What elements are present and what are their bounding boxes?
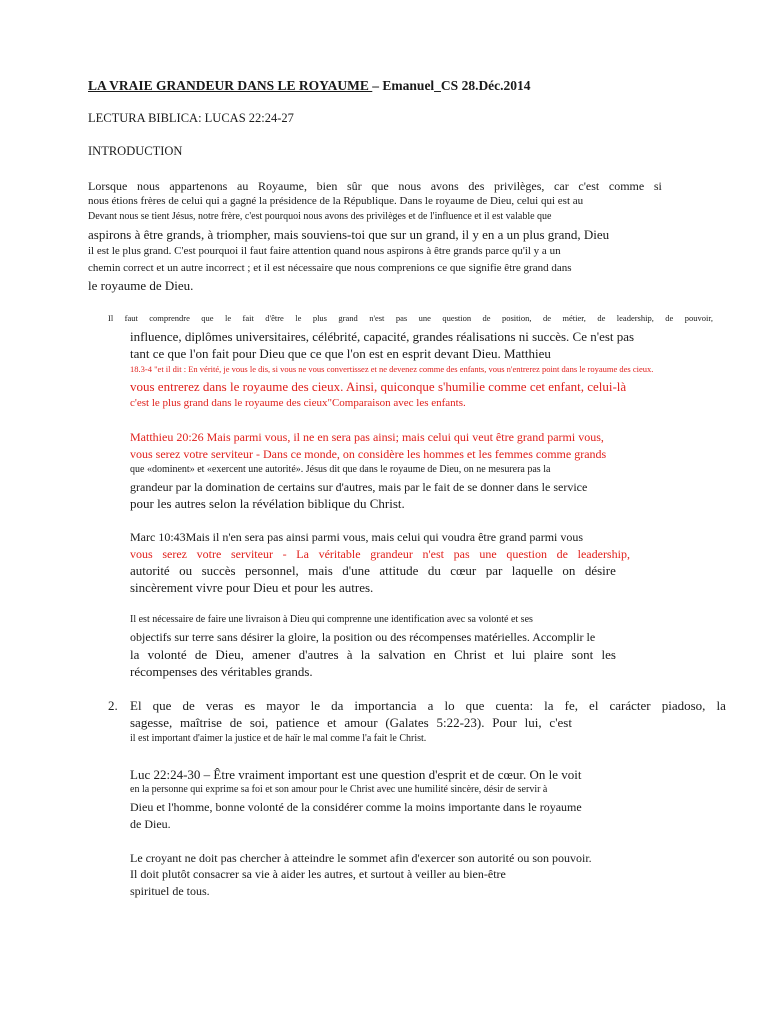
- word: on: [562, 563, 576, 578]
- word: pouvoir,: [684, 313, 713, 323]
- luke-line-2: en la personne qui exprime sa foi et son amour pour le Christ avec une humilité sincère, désir de servir à: [130, 784, 548, 795]
- word: la: [544, 698, 554, 713]
- word: d'être: [265, 313, 284, 323]
- item1-red-line-3: c'est le plus grand dans le royaume des cieux"Comparaison avec les enfants.: [130, 397, 466, 409]
- luke-line-1: Luc 22:24-30 – Être vraiment important est une question d'esprit et de cœur. On le voit: [130, 767, 582, 782]
- word: ou: [179, 563, 193, 578]
- title-author-date: – Emanuel_CS 28.Déc.2014: [372, 78, 531, 93]
- bible-reading-heading: LECTURA BIBLICA: LUCAS 22:24-27: [88, 111, 294, 125]
- word: de: [597, 313, 606, 323]
- word: c'est: [549, 715, 572, 730]
- believer-line-2: Il doit plutôt consacrer sa vie à aider les autres, et surtout à veiller au bien-être: [130, 867, 506, 881]
- word: le: [295, 313, 302, 323]
- word: une: [418, 313, 431, 323]
- word: lui: [511, 647, 526, 662]
- title-main: LA VRAIE GRANDEUR DANS LE ROYAUME: [88, 78, 373, 93]
- word: 5:22-23).: [436, 715, 485, 730]
- believer-line-1: Le croyant ne doit pas chercher à atteindre le sommet afin d'exercer son autorité ou son pouvoir.: [130, 851, 592, 865]
- item2-line-2: [130, 715, 572, 731]
- word: c'est: [578, 179, 600, 193]
- word: les: [601, 647, 616, 662]
- word: carácter: [609, 698, 651, 713]
- word: une: [479, 547, 497, 561]
- word: importancia: [354, 698, 417, 713]
- word: laquelle: [511, 563, 553, 578]
- word: mayor: [266, 698, 300, 713]
- word: nous: [398, 179, 422, 193]
- intro-line-1: [88, 179, 662, 194]
- word: des: [468, 179, 485, 193]
- word: Dieu,: [215, 647, 244, 662]
- surrender-line-1: Il est nécessaire de faire une livraison à Dieu qui comprenne une identification avec sa volonté et ses: [130, 614, 533, 625]
- word: mais: [308, 563, 333, 578]
- word: nous: [137, 179, 160, 193]
- word: de: [229, 715, 243, 730]
- word: que: [152, 698, 172, 713]
- word: amour: [344, 715, 378, 730]
- word: grandeur: [370, 547, 413, 561]
- word: es: [244, 698, 256, 713]
- item2-line-3: il est important d'aimer la justice et de haïr le mal comme l'a fait le Christ.: [130, 733, 427, 744]
- word: la: [716, 698, 726, 713]
- word: pas: [395, 313, 408, 323]
- item2-number: 2.: [108, 698, 118, 713]
- luke-line-4: de Dieu.: [130, 817, 171, 831]
- believer-line-3: spirituel de tous.: [130, 884, 210, 898]
- word: el: [589, 698, 599, 713]
- word: de: [194, 647, 208, 662]
- word: d'une: [342, 563, 370, 578]
- word: le: [310, 698, 320, 713]
- word: avons: [430, 179, 459, 193]
- word: position,: [502, 313, 532, 323]
- word: volonté: [147, 647, 187, 662]
- word: pas: [453, 547, 470, 561]
- word: si: [653, 179, 662, 193]
- word: leadership,: [616, 313, 654, 323]
- word: et: [327, 715, 337, 730]
- word: autorité: [130, 563, 170, 578]
- item1-line-3: tant ce que l'on fait pour Dieu que ce que l'on est en esprit devant Dieu. Matthieu: [130, 346, 551, 361]
- matthew-line-5: pour les autres selon la révélation biblique du Christ.: [130, 496, 405, 511]
- intro-line-6: chemin correct et un autre incorrect ; et il est nécessaire que nous comprenions ce que signifie être grand dans: [88, 262, 572, 274]
- word: de: [542, 313, 551, 323]
- word: cuenta:: [495, 698, 534, 713]
- word: d'autres: [298, 647, 339, 662]
- word: cœur: [450, 563, 477, 578]
- word: fait: [242, 313, 254, 323]
- word: désire: [584, 563, 616, 578]
- word: plaire: [533, 647, 564, 662]
- word: Pour: [492, 715, 517, 730]
- word: que: [201, 313, 214, 323]
- word: le: [224, 313, 232, 323]
- word: la: [130, 647, 140, 662]
- word: à: [346, 647, 353, 662]
- word: véritable: [318, 547, 361, 561]
- word: votre: [196, 547, 222, 561]
- word: patience: [276, 715, 320, 730]
- mark-red-line-2: [130, 547, 630, 562]
- word: de: [482, 313, 491, 323]
- surrender-line-3: [130, 647, 616, 663]
- word: piadoso,: [661, 698, 706, 713]
- word: Il: [108, 313, 114, 323]
- word: (Galates: [385, 715, 429, 730]
- word: vous: [130, 547, 153, 561]
- word: a: [427, 698, 434, 713]
- item2-line-1: [130, 698, 726, 714]
- word: métier,: [562, 313, 586, 323]
- word: n'est: [422, 547, 445, 561]
- word: Lorsque: [88, 179, 128, 193]
- mark-line-4: sincèrement vivre pour Dieu et pour les autres.: [130, 580, 374, 595]
- intro-line-4: aspirons à être grands, à triompher, mais souviens-toi que sur un grand, il y en a un plus grand, Dieu: [88, 227, 610, 242]
- word: au: [237, 179, 249, 193]
- word: et: [494, 647, 504, 662]
- document-title: [88, 78, 531, 94]
- word: personnel,: [245, 563, 299, 578]
- word: la: [360, 647, 371, 662]
- word: car: [554, 179, 569, 193]
- word: El: [130, 698, 142, 713]
- word: fe,: [564, 698, 578, 713]
- introduction-heading: INTRODUCTION: [88, 144, 183, 158]
- word: leadership,: [577, 547, 630, 561]
- word: sagesse,: [130, 715, 173, 730]
- word: plus: [312, 313, 327, 323]
- matthew-line-3: que «dominent» et «exercent une autorité». Jésus dit que dans le royaume de Dieu, on ne mesurera pas la: [130, 464, 551, 475]
- matthew-red-line-1: Matthieu 20:26 Mais parmi vous, il ne en sera pas ainsi; mais celui qui veut être grand parmi vous,: [130, 430, 604, 444]
- word: par: [485, 563, 503, 578]
- word: comprendre: [149, 313, 190, 323]
- word: de: [556, 547, 568, 561]
- word: serviteur: [230, 547, 273, 561]
- word: salvation: [378, 647, 426, 662]
- intro-line-3: Devant nous se tient Jésus, notre frère, c'est pourquoi nous avons des privilèges et de l'influence et il est valable que: [88, 211, 552, 222]
- word: soi,: [249, 715, 269, 730]
- item1-line-2: influence, diplômes universitaires, célébrité, capacité, grandes réalisations ni succès. Ce n'est pas: [130, 329, 635, 344]
- word: de: [182, 698, 195, 713]
- intro-line-7: le royaume de Dieu.: [88, 278, 194, 293]
- intro-line-2: nous étions frères de celui qui a gagné la présidence de la République. Dans le royaume de Dieu, celui qui est au: [88, 195, 584, 207]
- word: da: [331, 698, 344, 713]
- word: de: [665, 313, 674, 323]
- word: lui,: [524, 715, 542, 730]
- word: que: [465, 698, 485, 713]
- word: en: [433, 647, 446, 662]
- word: question: [442, 313, 472, 323]
- word: privilèges,: [494, 179, 545, 193]
- luke-line-3: Dieu et l'homme, bonne volonté de la considérer comme la moins importante dans le royaume: [130, 800, 582, 814]
- word: serez: [162, 547, 187, 561]
- matthew-red-line-2: vous serez votre serviteur - Dans ce monde, on considère les hommes et les femmes comme grands: [130, 447, 607, 461]
- word: grand: [338, 313, 358, 323]
- word: lo: [444, 698, 455, 713]
- word: faut: [124, 313, 138, 323]
- item1-red-line-2: vous entrerez dans le royaume des cieux. Ainsi, quiconque s'humilie comme cet enfant, celui-là: [130, 379, 627, 394]
- word: attitude: [379, 563, 419, 578]
- word: sont: [571, 647, 594, 662]
- mark-line-1: Marc 10:43Mais il n'en sera pas ainsi parmi vous, mais celui qui voudra être grand parmi vous: [130, 530, 584, 544]
- word: bien: [316, 179, 338, 193]
- word: succès: [201, 563, 236, 578]
- word: que: [371, 179, 389, 193]
- word: appartenons: [169, 179, 228, 193]
- word: maîtrise: [180, 715, 222, 730]
- word: Royaume,: [258, 179, 307, 193]
- word: -: [282, 547, 287, 561]
- word: Christ: [454, 647, 486, 662]
- matthew-line-4: grandeur par la domination de certains sur d'autres, mais par le fait de se donner dans le service: [130, 480, 588, 494]
- word: question: [506, 547, 547, 561]
- mark-line-3: [130, 563, 616, 579]
- surrender-line-4: récompenses des véritables grands.: [130, 664, 313, 679]
- word: sûr: [347, 179, 362, 193]
- word: comme: [608, 179, 645, 193]
- word: amener: [252, 647, 291, 662]
- item1-line-1: [108, 313, 713, 323]
- word: du: [427, 563, 441, 578]
- word: veras: [205, 698, 234, 713]
- surrender-line-2: objectifs sur terre sans désirer la gloire, la position ou des récompenses matérielles. Accomplir le: [130, 630, 596, 644]
- word: La: [296, 547, 309, 561]
- item1-red-line-1: 18.3-4 "et il dit : En vérité, je vous le dis, si vous ne vous convertissez et ne devenez comme des enfants, vous n'entrerez point dans le royaume des cieux.: [130, 364, 654, 374]
- word: n'est: [369, 313, 385, 323]
- intro-line-5: il est le plus grand. C'est pourquoi il faut faire attention quand nous aspirons à être grands parce qu'il y a un: [88, 245, 561, 257]
